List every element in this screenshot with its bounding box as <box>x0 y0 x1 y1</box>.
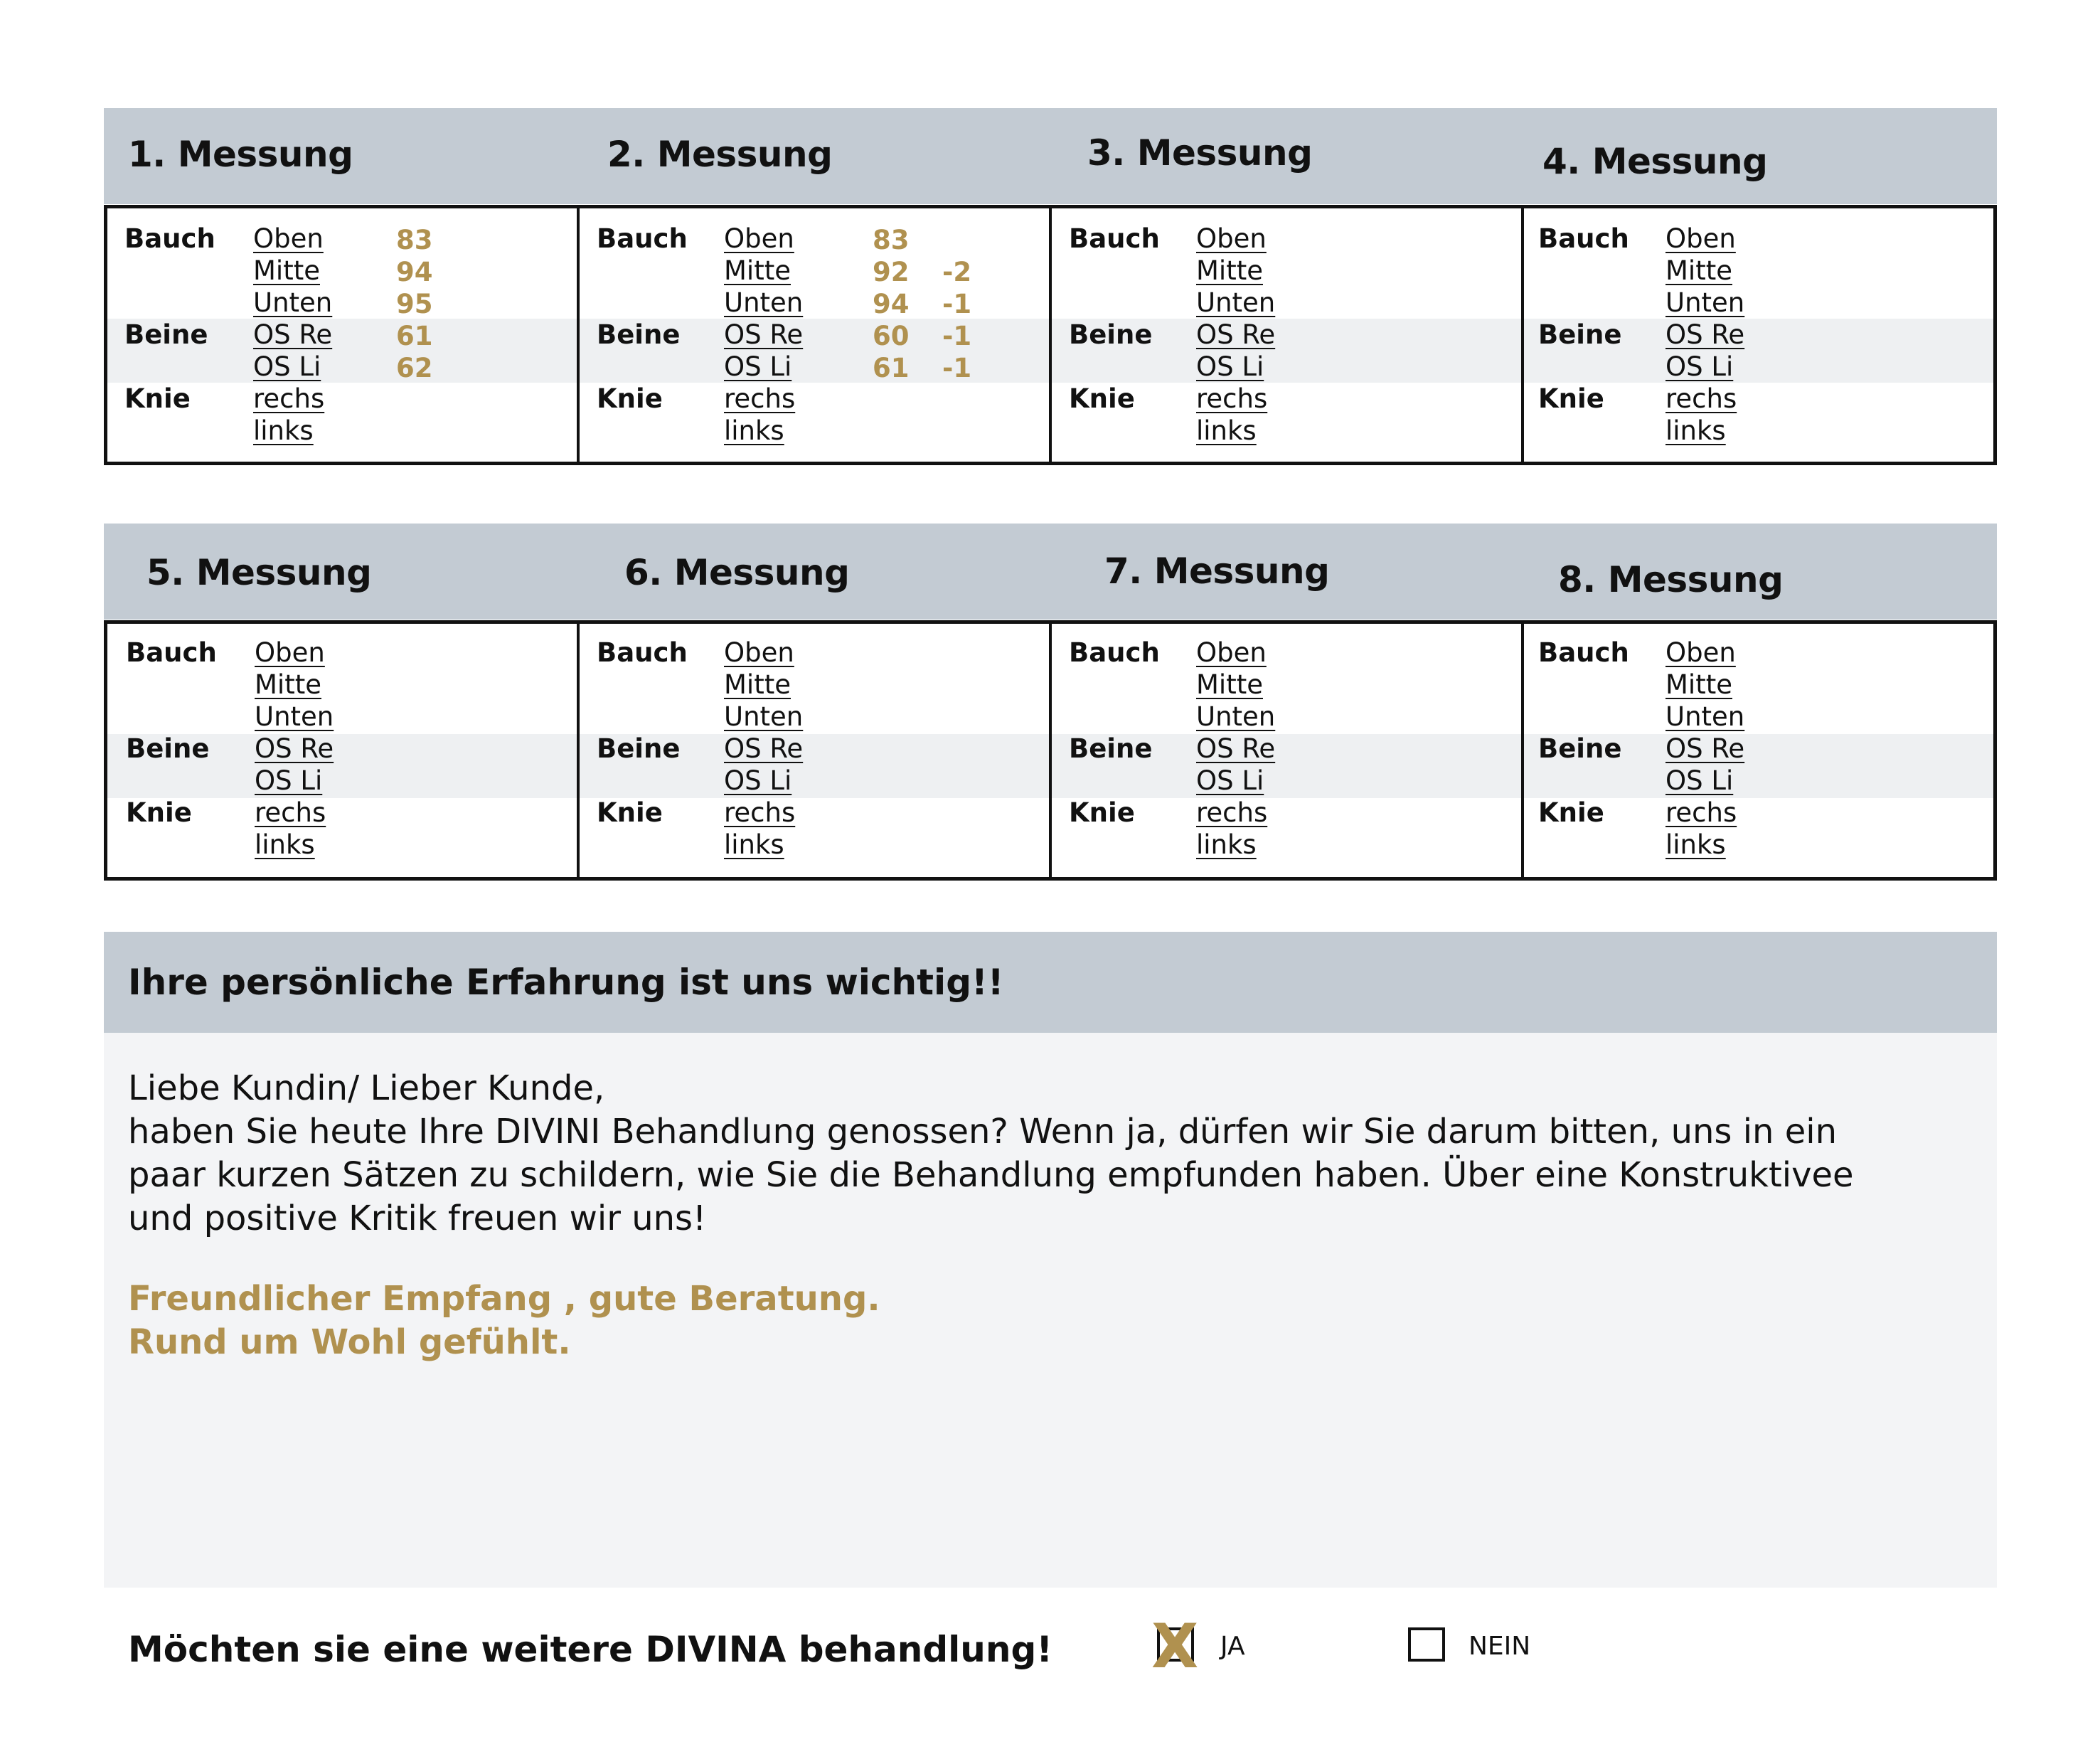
diff-bauch-mitte: -2 <box>942 257 972 287</box>
label-rechs: rechs <box>255 797 326 828</box>
measurement-title-7: 7. Messung <box>1104 551 1330 592</box>
label-os-li: OS Li <box>724 765 792 796</box>
label-oben: Oben <box>1665 223 1736 254</box>
measurement-title-8: 8. Messung <box>1558 559 1784 600</box>
value-bauch-oben: 83 <box>873 225 910 255</box>
label-os-li: OS Li <box>255 765 323 796</box>
label-oben: Oben <box>724 637 794 668</box>
label-os-re: OS Re <box>1665 319 1745 350</box>
group-bauch: Bauch <box>1538 223 1629 254</box>
group-bauch: Bauch <box>1538 637 1629 668</box>
diff-bauch-unten: -1 <box>942 289 972 319</box>
measurement-title-6: 6. Messung <box>624 552 850 593</box>
value-beine-re: 60 <box>873 321 910 351</box>
label-mitte: Mitte <box>255 669 321 700</box>
measurement-cell-4 <box>1521 208 1993 462</box>
group-knie: Knie <box>126 797 192 828</box>
label-rechs: rechs <box>1665 797 1737 828</box>
feedback-answer-line: Rund um Wohl gefühlt. <box>128 1322 571 1362</box>
label-unten: Unten <box>255 701 334 732</box>
feedback-answer-line: Freundlicher Empfang , gute Beratung. <box>128 1279 880 1319</box>
measurement-title-4: 4. Messung <box>1542 141 1768 182</box>
label-rechs: rechs <box>1196 797 1268 828</box>
label-os-re: OS Re <box>255 733 334 764</box>
label-links: links <box>724 415 784 446</box>
group-beine: Beine <box>1538 319 1622 350</box>
yes-checkbox[interactable] <box>1151 1611 1199 1682</box>
measurement-cell-1 <box>107 208 577 462</box>
label-unten: Unten <box>1665 287 1745 318</box>
label-os-li: OS Li <box>1665 765 1734 796</box>
no-checkbox[interactable] <box>1408 1627 1445 1662</box>
diff-beine-re: -1 <box>942 321 972 351</box>
label-mitte: Mitte <box>1665 669 1732 700</box>
group-beine: Beine <box>597 319 681 350</box>
value-bauch-unten: 95 <box>396 289 433 319</box>
label-links: links <box>1665 829 1726 860</box>
group-knie: Knie <box>597 797 663 828</box>
label-unten: Unten <box>1665 701 1745 732</box>
followup-question: Möchten sie eine weitere DIVINA behandlung! <box>128 1629 1053 1670</box>
measurement-table-row-1 <box>104 205 1997 465</box>
label-oben: Oben <box>1196 637 1267 668</box>
group-bauch: Bauch <box>597 223 688 254</box>
label-mitte: Mitte <box>724 669 791 700</box>
label-os-re: OS Re <box>1196 733 1276 764</box>
measurement-cell-6 <box>577 624 1049 877</box>
label-mitte: Mitte <box>1196 669 1263 700</box>
label-oben: Oben <box>253 223 324 254</box>
value-bauch-mitte: 92 <box>873 257 910 287</box>
label-unten: Unten <box>724 287 804 318</box>
label-mitte: Mitte <box>253 255 320 286</box>
measurement-cell-7 <box>1049 624 1521 877</box>
label-os-re: OS Re <box>1196 319 1276 350</box>
label-os-re: OS Re <box>253 319 333 350</box>
group-bauch: Bauch <box>1069 223 1160 254</box>
label-rechs: rechs <box>724 383 796 414</box>
measurement-header-band-1 <box>104 108 1997 204</box>
diff-beine-li: -1 <box>942 353 972 383</box>
label-oben: Oben <box>724 223 794 254</box>
feedback-heading: Ihre persönliche Erfahrung ist uns wichtig!! <box>128 962 1004 1003</box>
label-os-re: OS Re <box>724 319 804 350</box>
label-os-li: OS Li <box>724 351 792 382</box>
label-links: links <box>1665 415 1726 446</box>
group-knie: Knie <box>1069 383 1135 414</box>
measurement-cell-3 <box>1049 208 1521 462</box>
value-beine-li: 62 <box>396 353 433 383</box>
label-unten: Unten <box>253 287 333 318</box>
group-knie: Knie <box>1538 797 1604 828</box>
feedback-header-band <box>104 932 1997 1033</box>
label-mitte: Mitte <box>724 255 791 286</box>
group-bauch: Bauch <box>126 637 217 668</box>
measurement-title-1: 1. Messung <box>128 134 353 175</box>
yes-label: JA <box>1220 1632 1245 1661</box>
group-beine: Beine <box>1069 319 1153 350</box>
label-os-re: OS Re <box>724 733 804 764</box>
group-knie: Knie <box>1538 383 1604 414</box>
label-links: links <box>255 829 315 860</box>
label-unten: Unten <box>1196 701 1276 732</box>
measurement-title-2: 2. Messung <box>607 134 833 175</box>
group-beine: Beine <box>1069 733 1153 764</box>
label-os-li: OS Li <box>1196 351 1264 382</box>
label-rechs: rechs <box>1196 383 1268 414</box>
label-oben: Oben <box>255 637 325 668</box>
check-mark-icon: X <box>1151 1611 1199 1682</box>
measurement-cell-2 <box>577 208 1049 462</box>
value-bauch-mitte: 94 <box>396 257 433 287</box>
label-oben: Oben <box>1196 223 1267 254</box>
label-unten: Unten <box>1196 287 1276 318</box>
no-label: NEIN <box>1469 1632 1531 1661</box>
label-os-li: OS Li <box>1665 351 1734 382</box>
group-knie: Knie <box>1069 797 1135 828</box>
label-oben: Oben <box>1665 637 1736 668</box>
label-links: links <box>1196 829 1257 860</box>
feedback-answer <box>128 1277 880 1364</box>
feedback-box[interactable] <box>104 1033 1997 1588</box>
label-rechs: rechs <box>253 383 325 414</box>
label-rechs: rechs <box>1665 383 1737 414</box>
value-bauch-oben: 83 <box>396 225 433 255</box>
group-bauch: Bauch <box>1069 637 1160 668</box>
label-links: links <box>724 829 784 860</box>
measurement-header-band-2 <box>104 524 1997 620</box>
label-os-re: OS Re <box>1665 733 1745 764</box>
group-beine: Beine <box>126 733 210 764</box>
group-bauch: Bauch <box>597 637 688 668</box>
group-knie: Knie <box>597 383 663 414</box>
group-bauch: Bauch <box>124 223 215 254</box>
label-links: links <box>1196 415 1257 446</box>
label-mitte: Mitte <box>1665 255 1732 286</box>
measurement-title-5: 5. Messung <box>146 552 372 593</box>
feedback-greeting: Liebe Kundin/ Lieber Kunde, <box>128 1068 605 1108</box>
feedback-intro-line: haben Sie heute Ihre DIVINI Behandlung genossen? Wenn ja, dürfen wir Sie darum bitten, uns in ein <box>128 1112 1837 1152</box>
feedback-intro <box>128 1067 1977 1240</box>
group-beine: Beine <box>1538 733 1622 764</box>
feedback-intro-line: und positive Kritik freuen wir uns! <box>128 1199 707 1238</box>
value-bauch-unten: 94 <box>873 289 910 319</box>
label-os-li: OS Li <box>253 351 321 382</box>
group-beine: Beine <box>124 319 208 350</box>
label-links: links <box>253 415 314 446</box>
value-beine-li: 61 <box>873 353 910 383</box>
group-beine: Beine <box>597 733 681 764</box>
measurement-table-row-2 <box>104 620 1997 881</box>
label-os-li: OS Li <box>1196 765 1264 796</box>
measurement-title-3: 3. Messung <box>1087 132 1313 174</box>
label-rechs: rechs <box>724 797 796 828</box>
value-beine-re: 61 <box>396 321 433 351</box>
measurement-cell-8 <box>1521 624 1993 877</box>
label-mitte: Mitte <box>1196 255 1263 286</box>
feedback-intro-line: paar kurzen Sätzen zu schildern, wie Sie die Behandlung empfunden haben. Über eine Konstruktivee <box>128 1155 1854 1195</box>
label-unten: Unten <box>724 701 804 732</box>
measurement-cell-5 <box>107 624 577 877</box>
group-knie: Knie <box>124 383 191 414</box>
